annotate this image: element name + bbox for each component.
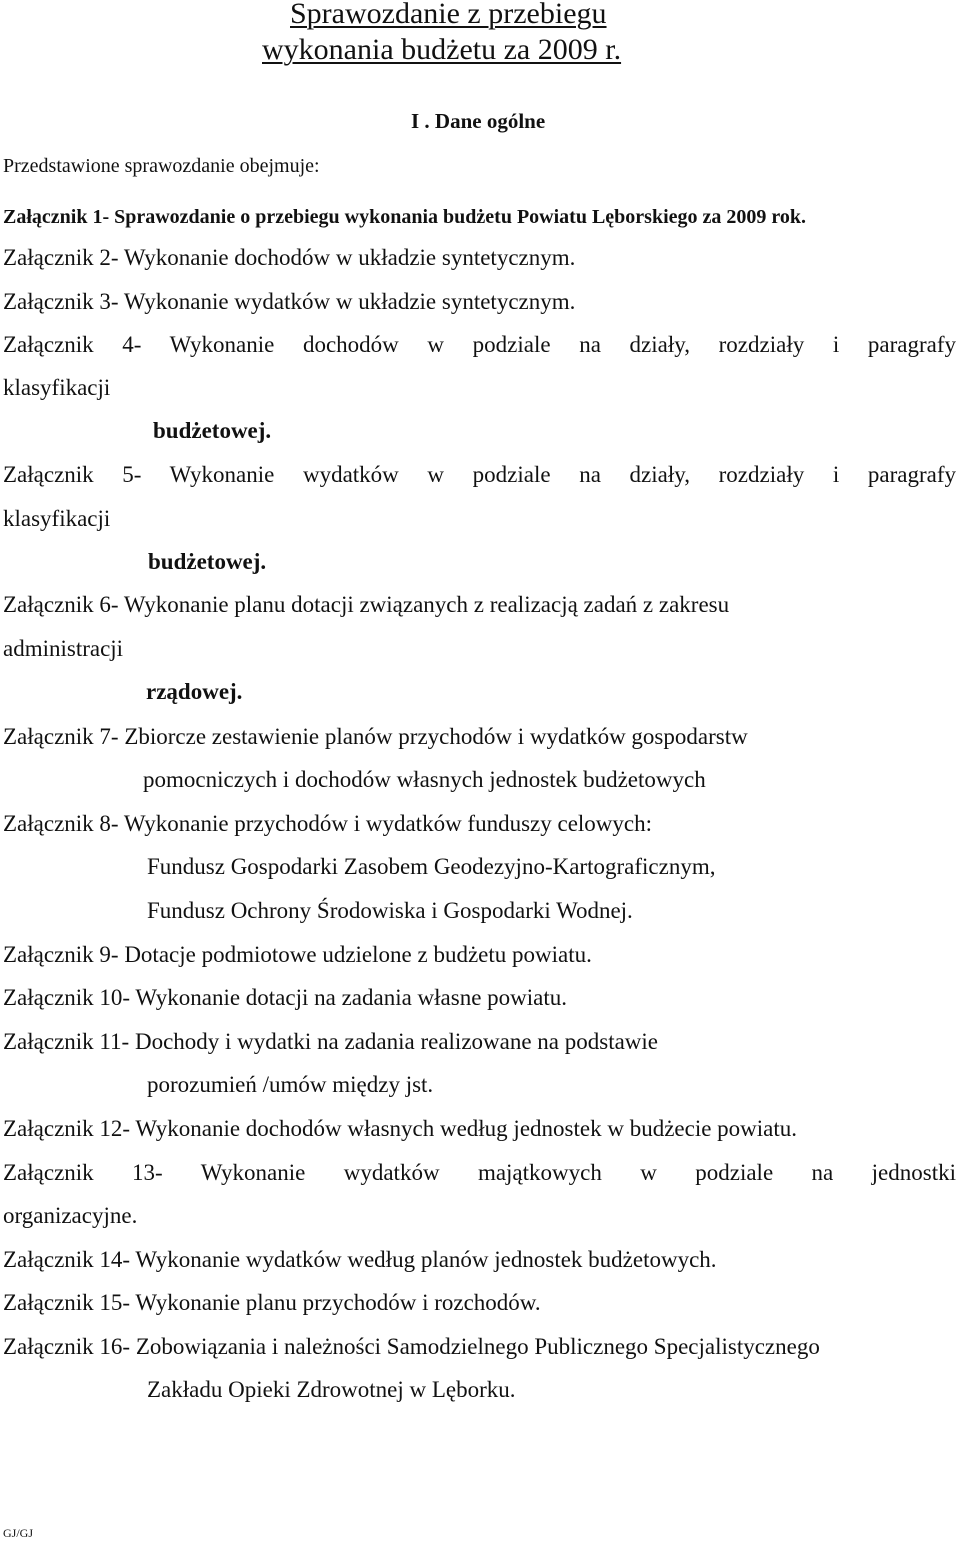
attachment-16-line2: Zakładu Opieki Zdrowotnej w Lęborku. <box>147 1377 516 1402</box>
attachment-6-line3: rządowej. <box>146 679 243 704</box>
attachment-11-line1: Załącznik 11- Dochody i wydatki na zadania realizowane na podstawie <box>3 1029 659 1054</box>
attachment-5-line1: Załącznik 5- Wykonanie wydatków w podziale na działy, rozdziały i paragrafy <box>3 462 956 487</box>
attachment-2: Załącznik 2- Wykonanie dochodów w układzie syntetycznym. <box>3 245 576 270</box>
attachment-3: Załącznik 3- Wykonanie wydatków w układzie syntetycznym. <box>3 289 576 314</box>
attachment-16-line1: Załącznik 16- Zobowiązania i należności Samodzielnego Publicznego Specjalistycznego <box>3 1334 820 1359</box>
page-title-line2: wykonania budżetu za 2009 r. <box>262 33 622 66</box>
attachment-8-line3: Fundusz Ochrony Środowiska i Gospodarki Wodnej. <box>147 898 633 923</box>
attachment-10: Załącznik 10- Wykonanie dotacji na zadania własne powiatu. <box>3 985 568 1010</box>
attachment-8-line2: Fundusz Gospodarki Zasobem Geodezyjno-Kartograficznym, <box>147 854 716 879</box>
attachment-14: Załącznik 14- Wykonanie wydatków według planów jednostek budżetowych. <box>3 1247 717 1272</box>
attachment-4-line2: klasyfikacji <box>3 375 111 400</box>
attachment-11-line2: porozumień /umów między jst. <box>147 1072 434 1097</box>
section-heading: I . Dane ogólne <box>411 109 546 133</box>
attachment-6-line1: Załącznik 6- Wykonanie planu dotacji związanych z realizacją zadań z zakresu <box>3 592 730 617</box>
attachment-12: Załącznik 12- Wykonanie dochodów własnych według jednostek w budżecie powiatu. <box>3 1116 798 1141</box>
attachment-13-line2: organizacyjne. <box>3 1203 138 1228</box>
attachment-4-line1: Załącznik 4- Wykonanie dochodów w podziale na działy, rozdziały i paragrafy <box>3 332 956 357</box>
intro-text: Przedstawione sprawozdanie obejmuje: <box>3 155 320 177</box>
attachment-5-line2: klasyfikacji <box>3 506 111 531</box>
attachment-9: Załącznik 9- Dotacje podmiotowe udzielone z budżetu powiatu. <box>3 942 592 967</box>
attachment-1: Załącznik 1- Sprawozdanie o przebiegu wykonania budżetu Powiatu Lęborskiego za 2009 rok. <box>3 206 807 228</box>
attachment-8-line1: Załącznik 8- Wykonanie przychodów i wydatków funduszy celowych: <box>3 811 653 836</box>
attachment-15: Załącznik 15- Wykonanie planu przychodów i rozchodów. <box>3 1290 541 1315</box>
attachment-7-line1: Załącznik 7- Zbiorcze zestawienie planów przychodów i wydatków gospodarstw <box>3 724 748 749</box>
attachment-6-line2: administracji <box>3 636 124 661</box>
footer-initials: GJ/GJ <box>3 1526 34 1540</box>
page-title-line1: Sprawozdanie z przebiegu <box>290 0 607 30</box>
attachment-13-line1: Załącznik 13- Wykonanie wydatków majątkowych w podziale na jednostki <box>3 1160 956 1185</box>
attachment-5-line3: budżetowej. <box>148 549 267 574</box>
attachment-4-line3: budżetowej. <box>153 418 272 443</box>
attachment-7-line2: pomocniczych i dochodów własnych jednostek budżetowych <box>143 767 706 792</box>
